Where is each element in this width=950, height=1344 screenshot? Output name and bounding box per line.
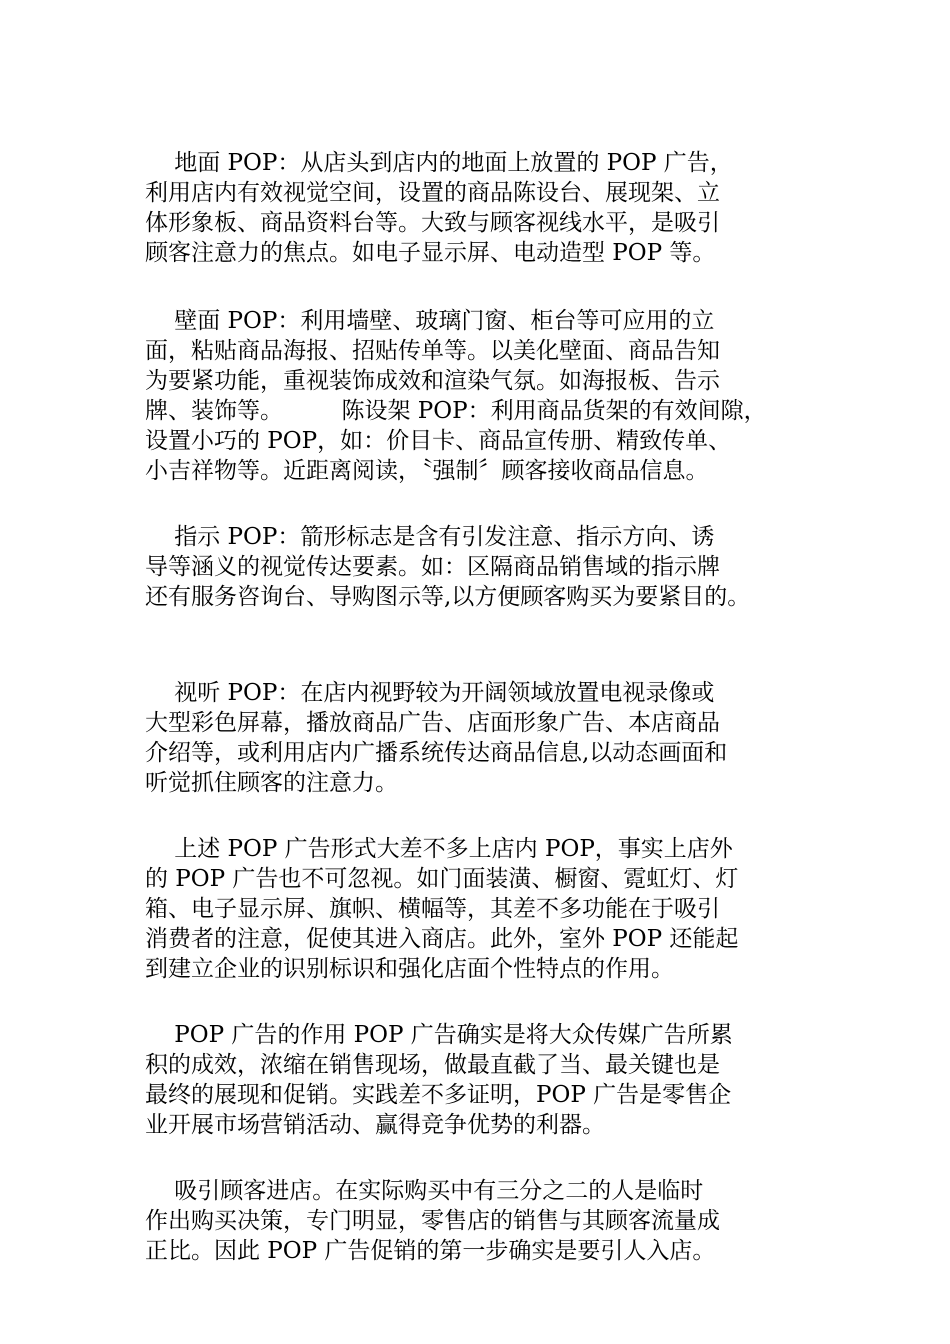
text-line: 视听 POP：在店内视野较为开阔领域放置电视录像或 (145, 680, 715, 706)
text-line: 指示 POP：箭形标志是含有引发注意、指示方向、诱 (145, 524, 715, 550)
text-line: 介绍等，或利用店内广播系统传达商品信息,以动态画面和 (145, 740, 728, 766)
text-line: 设置小巧的 POP，如：价目卡、商品宣传册、精致传单、 (145, 428, 732, 454)
text-line: 到建立企业的识别标识和强化店面个性特点的作用。 (145, 956, 674, 982)
paragraph-audiovisual-pop (145, 678, 825, 798)
paragraph-sign-pop (145, 522, 825, 612)
text-line: 业开展市场营销活动、赢得竞争优势的利器。 (145, 1112, 605, 1138)
text-line: 正比。因此 POP 广告促销的第一步确实是要引人入店。 (145, 1238, 716, 1264)
text-line: 听觉抓住顾客的注意力。 (145, 770, 398, 796)
text-line: 地面 POP：从店头到店内的地面上放置的 POP 广告， (145, 150, 733, 176)
text-line: 吸引顾客进店。在实际购买中有三分之二的人是临时 (145, 1178, 704, 1204)
paragraph-attract-customers (145, 1176, 825, 1266)
text-line: 面，粘贴商品海报、招贴传单等。以美化壁面、商品告知 (145, 338, 720, 364)
paragraph-wall-pop (145, 306, 825, 486)
text-line: 的 POP 广告也不可忽视。如门面装潢、橱窗、霓虹灯、灯 (145, 866, 739, 892)
text-line: 大型彩色屏幕，播放商品广告、店面形象广告、本店商品 (145, 710, 720, 736)
text-line: 最终的展现和促销。实践差不多证明，POP 广告是零售企 (145, 1082, 732, 1108)
text-line: 体形象板、商品资料台等。大致与顾客视线水平，是吸引 (145, 210, 720, 236)
text-line: 作出购买决策，专门明显，零售店的销售与其顾客流量成 (145, 1208, 720, 1234)
text-line: 箱、电子显示屏、旗帜、横幅等，其差不多功能在于吸引 (145, 896, 720, 922)
text-line: 顾客注意力的焦点。如电子显示屏、电动造型 POP 等。 (145, 240, 716, 266)
text-line: POP 广告的作用 POP 广告确实是将大众传媒广告所累 (145, 1022, 733, 1048)
paragraph-pop-role (145, 1020, 825, 1140)
paragraph-outdoor-pop (145, 834, 825, 984)
text-line: 壁面 POP：利用墙壁、玻璃门窗、柜台等可应用的立 (145, 308, 715, 334)
text-line: 上述 POP 广告形式大差不多上店内 POP，事实上店外 (145, 836, 733, 862)
text-line: 消费者的注意，促使其进入商店。此外，室外 POP 还能起 (145, 926, 739, 952)
text-line: 还有服务咨询台、导购图示等,以方便顾客购买为要紧目的。 (145, 584, 751, 610)
text-line: 小吉祥物等。近距离阅读，〝强制〞顾客接收商品信息。 (145, 458, 709, 484)
paragraph-floor-pop (145, 148, 825, 268)
text-line: 为要紧功能，重视装饰成效和渲染气氛。如海报板、告示 (145, 368, 720, 394)
text-line: 积的成效，浓缩在销售现场，做最直截了当、最关键也是 (145, 1052, 720, 1078)
text-line: 导等涵义的视觉传达要素。如：区隔商品销售域的指示牌 (145, 554, 720, 580)
text-line: 牌、装饰等。 陈设架 POP：利用商品货架的有效间隙， (145, 398, 767, 424)
document-page (145, 148, 825, 1266)
text-line: 利用店内有效视觉空间，设置的商品陈设台、展现架、立 (145, 180, 720, 206)
